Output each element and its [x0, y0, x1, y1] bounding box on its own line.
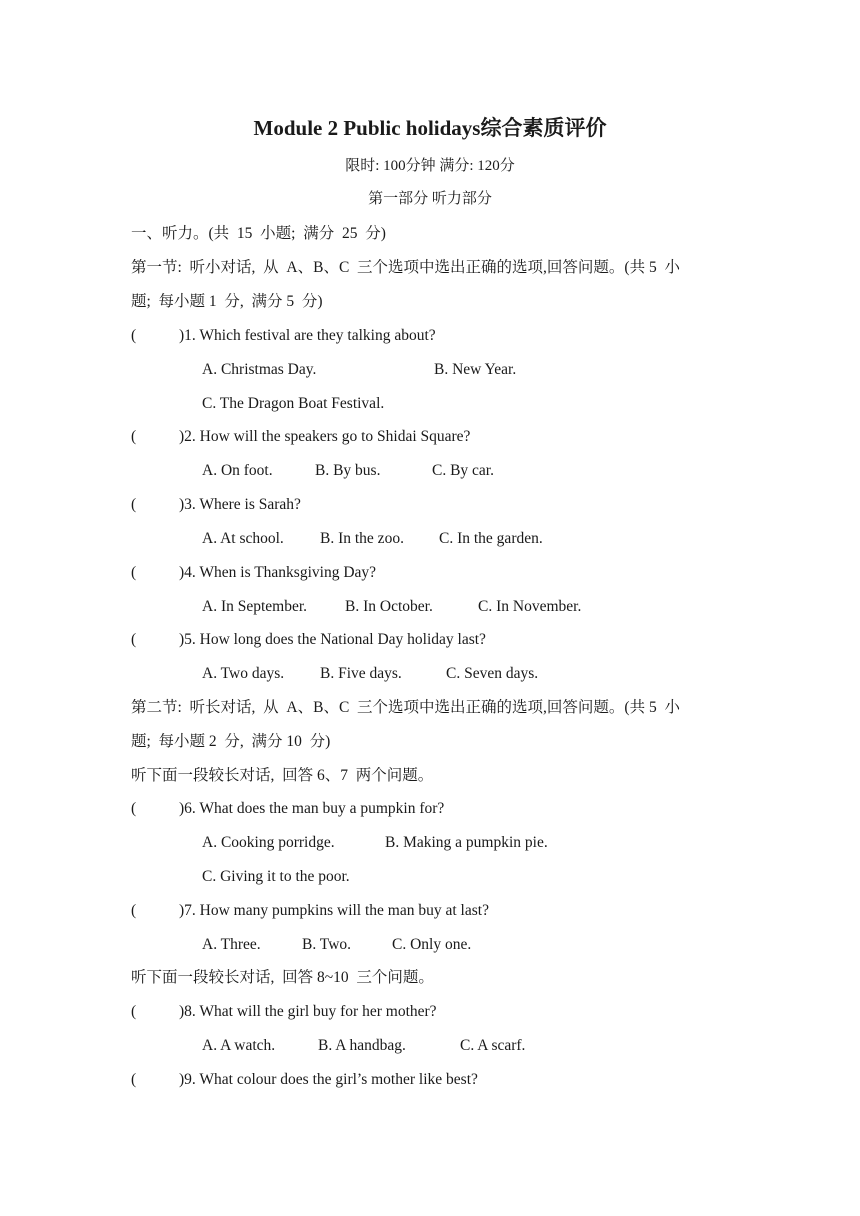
question-text: )4. When is Thanksgiving Day?	[179, 564, 377, 581]
option-c: C. A scarf.	[460, 1037, 526, 1054]
option-c: C. Only one.	[392, 936, 472, 953]
option-a: A. On foot.	[202, 462, 273, 479]
part2-instruction-cont: 题; 每小题 2 分, 满分 10 分)	[131, 733, 331, 750]
option-c: C. In the garden.	[439, 530, 543, 547]
option-c: C. The Dragon Boat Festival.	[202, 395, 385, 412]
option-a: A. Three.	[202, 936, 261, 953]
page-title: Module 2 Public holidays综合素质评价	[253, 116, 607, 140]
option-b: B. By bus.	[315, 462, 381, 479]
answer-blank: (	[131, 496, 137, 513]
option-a: A. In September.	[202, 598, 308, 615]
answer-blank: (	[131, 428, 137, 445]
answer-blank: (	[131, 631, 137, 648]
dialogue-instruction-6-7: 听下面一段较长对话, 回答 6、7 两个问题。	[131, 767, 434, 784]
question-9	[131, 1069, 478, 1157]
option-c: C. By car.	[432, 462, 494, 479]
dialogue-instruction-8-10: 听下面一段较长对话, 回答 8~10 三个问题。	[131, 969, 434, 986]
question-text: )5. How long does the National Day holiday last?	[179, 631, 486, 648]
section-heading: 一、听力。(共 15 小题; 满分 25 分)	[131, 225, 386, 242]
answer-blank: (	[131, 1071, 137, 1088]
option-b: B. In the zoo.	[320, 530, 404, 547]
option-b: B. Two.	[302, 936, 352, 953]
question-text: )9. What colour does the girl’s mother like best?	[179, 1071, 478, 1088]
question-text: )7. How many pumpkins will the man buy at last?	[179, 902, 489, 919]
option-b: B. Five days.	[320, 665, 402, 682]
answer-blank: (	[131, 1003, 137, 1020]
option-c: C. Giving it to the poor.	[202, 868, 350, 885]
answer-blank: (	[131, 902, 137, 919]
part1-instruction: 第一节: 听小对话, 从 A、B、C 三个选项中选出正确的选项,回答问题。(共 5 小	[131, 259, 680, 276]
option-b: B. A handbag.	[318, 1037, 406, 1054]
option-a: A. At school.	[202, 530, 284, 547]
answer-blank: (	[131, 800, 137, 817]
option-a: A. Christmas Day.	[202, 361, 317, 378]
time-and-score-limit: 限时: 100分钟 满分: 120分	[345, 158, 515, 174]
option-a: A. A watch.	[202, 1037, 276, 1054]
option-b: B. Making a pumpkin pie.	[385, 834, 548, 851]
option-c: C. Seven days.	[446, 665, 539, 682]
question-text: )1. Which festival are they talking about?	[179, 327, 436, 344]
question-text: )6. What does the man buy a pumpkin for?	[179, 800, 445, 817]
option-a: A. Cooking porridge.	[202, 834, 335, 851]
question-text: )3. Where is Sarah?	[179, 496, 301, 513]
part-heading: 第一部分 听力部分	[368, 191, 492, 207]
answer-blank: (	[131, 564, 137, 581]
option-b: B. In October.	[345, 598, 433, 615]
question-text: )2. How will the speakers go to Shidai Square?	[179, 428, 471, 445]
answer-blank: (	[131, 327, 137, 344]
question-text: )8. What will the girl buy for her mother?	[179, 1003, 437, 1020]
part2-instruction: 第二节: 听长对话, 从 A、B、C 三个选项中选出正确的选项,回答问题。(共 5 小	[131, 699, 680, 716]
option-b: B. New Year.	[434, 361, 517, 378]
option-a: A. Two days.	[202, 665, 285, 682]
part1-instruction-cont: 题; 每小题 1 分, 满分 5 分)	[131, 293, 323, 310]
option-c: C. In November.	[478, 598, 582, 615]
